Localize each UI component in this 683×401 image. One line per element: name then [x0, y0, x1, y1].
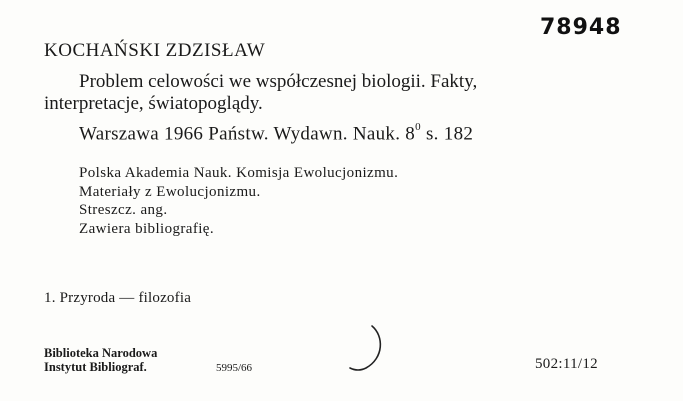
subject-heading: 1. Przyroda — filozofia	[44, 290, 192, 306]
note-series-institution: Polska Akademia Nauk. Komisja Ewolucjonizmu.	[79, 165, 399, 181]
author-name: KOCHAŃSKI ZDZISŁAW	[44, 40, 266, 61]
card-number: 78948	[540, 15, 622, 40]
accession-code: 5995/66	[216, 362, 253, 374]
note-summary-language: Streszcz. ang.	[79, 202, 168, 218]
handwritten-mark-icon	[340, 322, 390, 374]
imprint-main: Warszawa 1966 Państw. Wydawn. Nauk. 8	[79, 123, 416, 145]
imprint	[79, 123, 473, 145]
shelf-mark: 502:11/12	[535, 356, 598, 372]
imprint-pages: s. 182	[420, 123, 474, 145]
note-bibliography: Zawiera bibliografię.	[79, 220, 215, 237]
library-name: Biblioteka Narodowa	[44, 346, 158, 360]
institute-name: Instytut Bibliograf.	[44, 360, 147, 374]
title-line-1: Problem celowości we współczesnej biologii. Fakty,	[79, 71, 478, 92]
imprint-format-superscript: 0	[415, 121, 421, 133]
title-line-2: interpretacje, światopoglądy.	[44, 93, 263, 114]
notes-block	[79, 164, 398, 238]
note-series-title: Materiały z Ewolucjonizmu.	[79, 183, 261, 200]
